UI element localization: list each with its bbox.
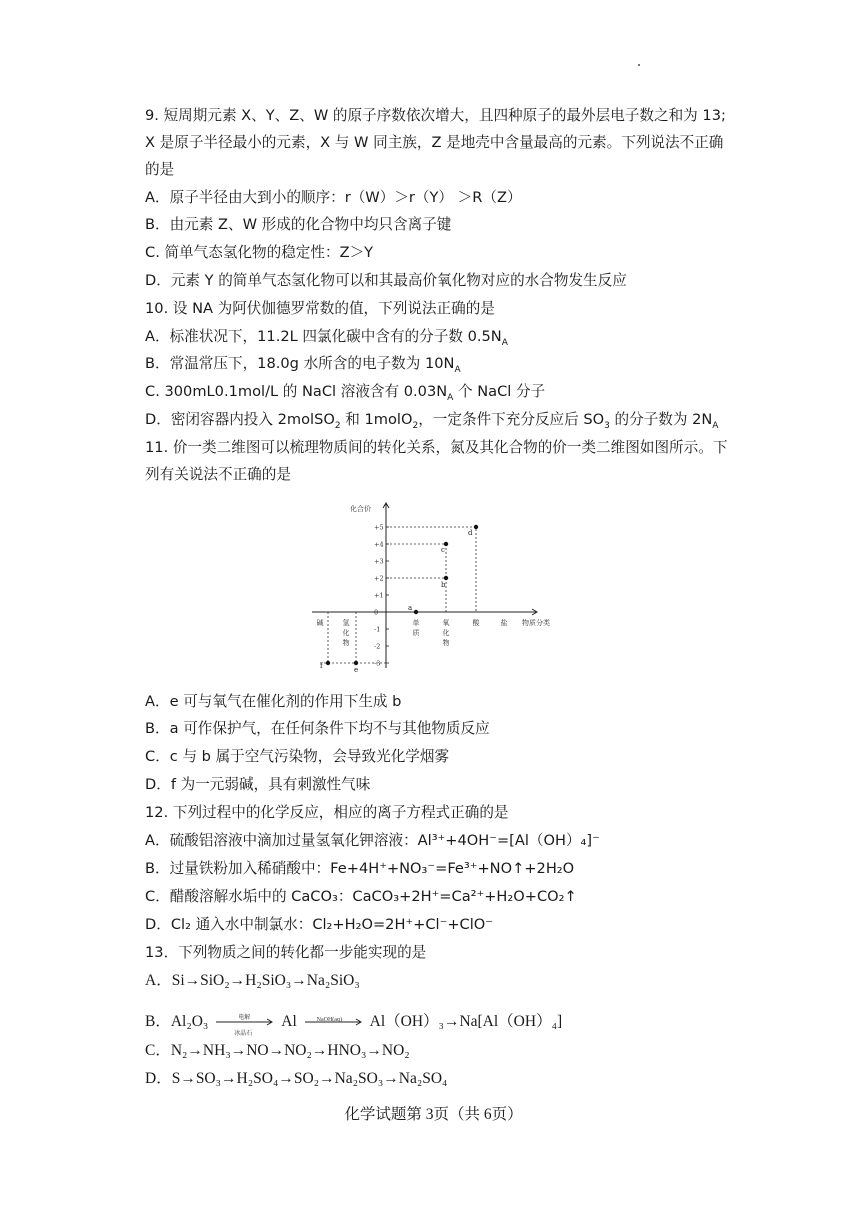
x-category-label: 化 bbox=[442, 629, 450, 637]
y-tick-label: +4 bbox=[374, 540, 384, 549]
point-d bbox=[474, 525, 478, 529]
q12-stem: 12. 下列过程中的化学反应，相应的离子方程式正确的是 bbox=[145, 804, 509, 821]
q12-option-d: D．Cl₂ 通入水中制氯水：Cl₂+H₂O=2H⁺+Cl⁻+ClO⁻ bbox=[145, 916, 493, 933]
q10-d-text3: ，一定条件下充分反应后 SO bbox=[418, 411, 605, 428]
q13-option-c: C．N₂→NH₃→NO→NO₂→HNO₃→NO₂ bbox=[145, 1042, 410, 1059]
y-tick-label: -2 bbox=[374, 642, 381, 651]
y-tick-label: -3 bbox=[374, 659, 381, 668]
y-tick-label: +2 bbox=[374, 574, 384, 583]
q10-d-sub4: A bbox=[712, 420, 719, 431]
y-axis-label: 化合价 bbox=[350, 505, 371, 513]
q10-c-sub: A bbox=[447, 392, 454, 403]
point-e bbox=[354, 661, 358, 665]
electrolysis-arrow bbox=[214, 1014, 276, 1038]
q10-option-c bbox=[145, 382, 545, 402]
q10-stem: 10. 设 NA 为阿伏伽德罗常数的值，下列说法正确的是 bbox=[145, 300, 495, 317]
x-category-label: 氧 bbox=[442, 619, 450, 627]
arrow2-top-label: NaOH(aq) bbox=[316, 1017, 342, 1024]
q9-option-b: B．由元素 Z、W 形成的化合物中均只含离子键 bbox=[145, 216, 452, 233]
point-b bbox=[444, 576, 448, 580]
x-category-label: 盐 bbox=[500, 619, 508, 627]
x-category-label: 酸 bbox=[472, 619, 480, 627]
q11-option-b: B．a 可作保护气，在任何条件下均不与其他物质反应 bbox=[145, 720, 490, 737]
q9-option-a: A．原子半径由大到小的顺序：r（W）＞r（Y） ＞R（Z） bbox=[145, 189, 522, 206]
q13-option-a: A．Si→SiO₂→H₂SiO₃→Na₂SiO₃ bbox=[145, 972, 360, 989]
q10-d-sub1: 2 bbox=[334, 420, 341, 431]
q10-option-b bbox=[145, 354, 461, 374]
x-category-label: 碱 bbox=[316, 619, 324, 627]
x-axis-label: 物质分类 bbox=[522, 619, 550, 627]
x-category-label: 单 bbox=[412, 619, 420, 627]
q9-line1: 9. 短周期元素 X、Y、Z、W 的原子序数依次增大，且四种原子的最外层电子数之和为 13; bbox=[145, 107, 726, 124]
q13-b-end: Al（OH）₃→Na[Al（OH）₄] bbox=[369, 1013, 563, 1030]
q11-option-d: D．f 为一元弱碱，具有刺激性气味 bbox=[145, 776, 371, 793]
q10-d-text1: D．密闭容器内投入 2molSO bbox=[145, 411, 335, 428]
q11-option-a: A．e 可与氧气在催化剂的作用下生成 b bbox=[145, 693, 402, 710]
guide-c bbox=[386, 544, 446, 578]
q13-stem: 13．下列物质之间的转化都一步能实现的是 bbox=[145, 944, 427, 961]
q12-option-b: B．过量铁粉加入稀硝酸中：Fe+4H⁺+NO₃⁻=Fe³⁺+NO↑+2H₂O bbox=[145, 860, 575, 877]
q10-c-text2: 个 NaCl 分子 bbox=[453, 383, 546, 400]
q10-a-sub: A bbox=[501, 337, 508, 348]
naoh-arrow bbox=[303, 1014, 365, 1030]
q13-option-d: D．S→SO₃→H₂SO₄→SO₂→Na₂SO₃→Na₂SO₄ bbox=[145, 1070, 448, 1087]
q10-c-text1: C. 300mL0.1mol/L 的 NaCl 溶液含有 0.03N bbox=[145, 383, 448, 400]
y-tick-label: -1 bbox=[374, 625, 381, 634]
q10-d-sub2: 2 bbox=[412, 420, 419, 431]
point-a bbox=[414, 610, 418, 614]
q9-line2: X 是原子半径最小的元素，X 与 W 同主族，Z 是地壳中含量最高的元素。下列说法不正确 bbox=[145, 134, 724, 151]
point-label-e: e bbox=[354, 666, 359, 674]
y-tick-label: 0 bbox=[374, 608, 379, 617]
guide-b bbox=[386, 578, 446, 612]
q11-line2: 列有关说法不正确的是 bbox=[145, 466, 291, 483]
q12-option-a: A．硫酸铝溶液中滴加过量氢氧化钾溶液：Al³⁺+4OH⁻=[Al（OH）₄]⁻ bbox=[145, 832, 600, 849]
y-tick-label: +1 bbox=[374, 591, 384, 600]
y-tick-label: +3 bbox=[374, 557, 384, 566]
q12-option-c: C．醋酸溶解水垢中的 CaCO₃：CaCO₃+2H⁺=Ca²⁺+H₂O+CO₂↑ bbox=[145, 888, 577, 905]
q10-d-sub3: 3 bbox=[604, 420, 610, 431]
q10-a-text: A．标准状况下，11.2L 四氯化碳中含有的分子数 0.5N bbox=[145, 328, 502, 345]
chart-svg bbox=[300, 496, 570, 682]
x-category-label: 物 bbox=[342, 639, 350, 647]
point-f bbox=[326, 661, 330, 665]
q10-b-text: B．常温常压下，18.0g 水所含的电子数为 10N bbox=[145, 355, 455, 372]
point-label-f: f bbox=[320, 662, 323, 670]
x-category-label: 氢 bbox=[342, 619, 350, 627]
q13-b-label: B．Al₂O₃ bbox=[145, 1013, 209, 1030]
q9-option-d: D．元素 Y 的简单气态氢化物可以和其最高价氧化物对应的水合物发生反应 bbox=[145, 272, 627, 289]
x-category-label: 化 bbox=[342, 629, 350, 637]
point-label-d: d bbox=[468, 529, 473, 537]
q10-d-text4: 的分子数为 2N bbox=[609, 411, 713, 428]
q11-line1: 11. 价一类二维图可以梳理物质间的转化关系，氮及其化合物的价一类二维图如图所示。下 bbox=[145, 439, 728, 456]
point-label-a: a bbox=[408, 604, 413, 612]
point-label-c: c bbox=[441, 546, 445, 554]
guide-d bbox=[386, 527, 476, 612]
q13-option-b bbox=[145, 1012, 563, 1038]
q10-option-d bbox=[145, 410, 718, 430]
x-category-label: 质 bbox=[412, 629, 420, 637]
point-label-b: b bbox=[441, 581, 446, 589]
arrow1-bottom-label: 冰晶石 bbox=[234, 1031, 253, 1038]
valence-class-chart bbox=[300, 496, 570, 682]
scan-dot bbox=[638, 64, 640, 66]
q10-d-text2: 和 1molO bbox=[340, 411, 413, 428]
q10-option-a bbox=[145, 327, 508, 347]
q10-b-sub: A bbox=[454, 364, 461, 375]
x-category-label: 物 bbox=[442, 639, 450, 647]
y-tick-label: +5 bbox=[374, 523, 384, 532]
page-footer: 化学试题第 3页（共 6页） bbox=[344, 1106, 523, 1123]
q9-line3: 的是 bbox=[145, 161, 175, 178]
q13-b-mid: Al bbox=[281, 1013, 297, 1030]
q9-option-c: C. 简单气态氢化物的稳定性：Z＞Y bbox=[145, 244, 374, 261]
q11-option-c: C．c 与 b 属于空气污染物，会导致光化学烟雾 bbox=[145, 748, 450, 765]
arrow1-top-label: 电解 bbox=[238, 1015, 251, 1022]
